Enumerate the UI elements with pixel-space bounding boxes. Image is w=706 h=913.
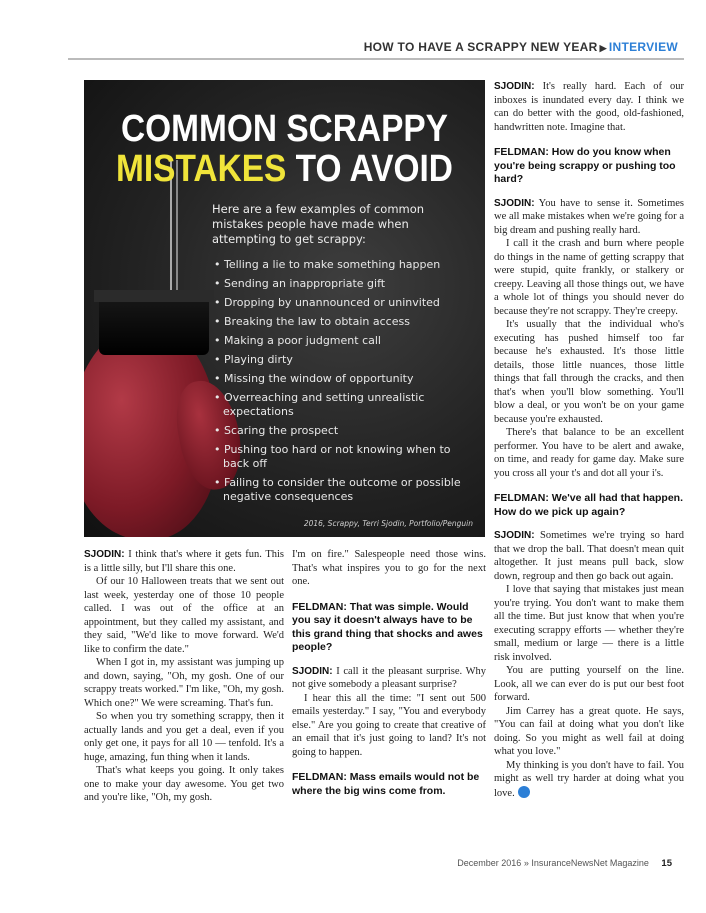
paragraph [292,665,486,692]
list-item: • Scaring the prospect [214,424,472,438]
paragraph: I call it the crash and burn where people do things in the name of getting scrappy that were stupid, quite frankly, or stalkery or creepy. Leaving all those things out, we have a whole lot of things you should never do because they're not scrappy. They're creepy. [494,238,684,317]
footer-magazine: InsuranceNewsNet Magazine [531,858,649,868]
article-column-2 [292,548,486,808]
paragraph-text: Sometimes we're trying so hard that we drop the ball. That doesn't mean quit altogether. It just means pull back, slow down, regroup and then go back out again. [494,530,684,582]
article-column-1 [84,548,284,805]
running-header [364,40,678,54]
paragraph: I'm on fire." Salespeople need those wins. That's what inspires you to go for the next one. [292,549,486,587]
triangle-right-icon: ▶ [599,43,607,53]
paragraph: When I got in, my assistant was jumping up and down, saying, "Oh, my gosh. One of our scrappy treats worked." I'm like, "Oh, my gosh. Which one?" We were screaming. That's fun. [84,657,284,709]
article-column-3 [494,80,684,800]
paragraph-text: It's really hard. Each of our inboxes is inundated every day. I think we can do better with the good, old-fashioned, handwritten note. Imagine that. [494,81,685,133]
list-item: • Telling a lie to make something happen [214,258,472,272]
interviewer-question: FELDMAN: We've all had that happen. How do we pick up again? [494,492,683,518]
paragraph [494,759,684,801]
speaker-label: SJODIN: [494,197,535,209]
end-of-article-icon [518,786,530,798]
list-item: • Playing dirty [214,353,472,367]
speaker-label: SJODIN: [494,530,535,541]
paragraph [494,197,684,238]
sidebar-intro: Here are a few examples of common mistakes people have made when attempting to get scrappy: [212,202,425,246]
paragraph-text: My thinking is you don't have to fail. You might as well try harder at doing what you love. [494,759,684,799]
paragraph: Of our 10 Halloween treats that we sent out last week, yesterday one of those 10 people called. I was out of the office at an appointment, but they called my assistant, and they said, "We'd like to move forward. We'd like to confirm the date." [84,576,284,655]
sidebar-title-highlight: MISTAKES [116,148,287,190]
mistakes-list [214,258,472,509]
page-footer [457,858,672,869]
paragraph: You are putting yourself on the line. Look, all we can ever do is put our best foot forward. [494,665,684,703]
interviewer-question: FELDMAN: Mass emails would not be where the big wins come from. [292,771,480,797]
sidebar-title-rest: TO AVOID [295,148,453,190]
interviewer-question: FELDMAN: That was simple. Would you say it doesn't always have to be this grand thing that shocks and awes people? [292,600,483,653]
interviewer-question: FELDMAN: How do you know when you're being scrappy or pushing too hard? [494,146,676,185]
boxing-glove-strap [94,290,214,302]
list-item: • Pushing too hard or not knowing when to back off [214,443,472,471]
paragraph: There's that balance to be an excellent performer. You have to be alert and awake, on time, and ready for game day. Make sure you cross all your t's and dot all your i's. [494,427,684,479]
paragraph: So when you try something scrappy, then it actually lands and you get a deal, even if you only get one, it pays for all 10 — tenfold. It's a huge, amazing, fun thing when it lands. [84,711,284,763]
paragraph-text: I call it the pleasant surprise. Why not give somebody a pleasant surprise? [292,665,487,690]
paragraph: I love that saying that mistakes just mean you're trying. You don't want to make them all the time. But just know that when you're executing scrappy efforts — whether they're small, medium or large — there is a little risk involved. [494,584,684,663]
list-item: • Breaking the law to obtain access [214,315,472,329]
mistakes-sidebar-box [84,80,485,537]
footer-separator: » [523,858,529,868]
paragraph: That's what keeps you going. It only takes one to make your day awesome. You get two and you're like, "Oh, my gosh. [84,765,284,803]
footer-date: December 2016 [457,858,522,868]
speaker-label: SJODIN: [292,665,333,677]
page-number: 15 [661,858,672,869]
paragraph-text: I think that's where it gets fun. This is a little silly, but I'll share this one. [84,549,284,574]
list-item: • Dropping by unannounced or uninvited [214,296,472,310]
sidebar-title-line1: COMMON SCRAPPY [120,108,448,150]
header-section: HOW TO HAVE A SCRAPPY NEW YEAR [363,40,598,54]
list-item: • Sending an inappropriate gift [214,277,472,291]
sidebar-title-line2 [108,150,461,188]
header-category: INTERVIEW [608,40,678,54]
paragraph: It's usually that the individual who's executing has pushed himself too far because he's exhausted. It's those little details, those little nuances, those little things that fall through the cracks, and then that's when you'll blow something. You'll blow a deal, or you won't be on your game because you're exhausted. [494,319,684,425]
paragraph: I hear this all the time: "I sent out 500 emails yesterday." I say, "You and everybody else." Are you going to create that creative of an email that it's just going to land? It's not going to happen. [292,692,486,758]
speaker-label: SJODIN: [494,81,535,92]
image-credit: 2016, Scrappy, Terri Sjodin, Portfolio/Penguin [303,519,473,528]
paragraph: Jim Carrey has a great quote. He says, "You can fail at doing what you don't like doing. So you might as well fail at doing what you love." [494,705,684,757]
paragraph-text: You have to sense it. Sometimes we all make mistakes when we're going for a big dream and pushing really hard. [494,197,684,236]
paragraph [84,548,284,575]
paragraph [494,529,684,583]
list-item: • Making a poor judgment call [214,334,472,348]
list-item: • Missing the window of opportunity [214,372,472,386]
header-rule [68,58,684,60]
paragraph [494,80,684,134]
list-item: • Overreaching and setting unrealistic expectations [214,391,472,419]
speaker-label: SJODIN: [84,549,125,560]
list-item: • Failing to consider the outcome or possible negative consequences [214,476,472,504]
